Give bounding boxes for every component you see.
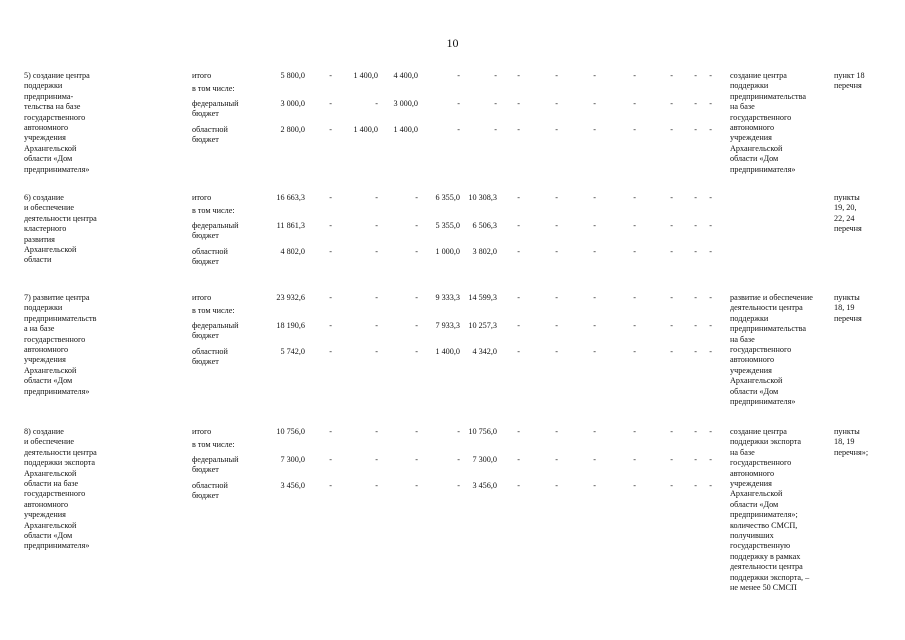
funding-value: - bbox=[555, 321, 558, 330]
funding-value: 7 300,0 bbox=[280, 455, 305, 464]
result-text: развитие и обеспечение деятельности центра поддержки предпринимательства на базе государственного автономного учреждения Архангельской области «Дом предпринимателя» bbox=[730, 293, 813, 407]
funding-value: - bbox=[709, 321, 712, 330]
funding-value: - bbox=[375, 193, 378, 202]
funding-source: областной бюджет bbox=[192, 125, 228, 145]
funding-value: - bbox=[415, 221, 418, 230]
funding-value: - bbox=[329, 321, 332, 330]
funding-value: - bbox=[709, 427, 712, 436]
funding-source: итого bbox=[192, 71, 212, 80]
funding-value: - bbox=[694, 427, 697, 436]
funding-value: - bbox=[633, 247, 636, 256]
funding-value: 4 342,0 bbox=[472, 347, 497, 356]
funding-value: 6 355,0 bbox=[435, 193, 460, 202]
funding-value: - bbox=[694, 293, 697, 302]
funding-value: - bbox=[593, 455, 596, 464]
funding-value: - bbox=[709, 347, 712, 356]
measure-name: 8) создание и обеспечение деятельности центра поддержки экспорта Архангельской области на базе государственного автономного учреждения Архангельской области «Дом предпринимателя» bbox=[24, 427, 97, 551]
funding-value: - bbox=[555, 427, 558, 436]
funding-source: в том числе: bbox=[192, 306, 235, 315]
funding-value: - bbox=[633, 321, 636, 330]
funding-value: 18 190,6 bbox=[276, 321, 305, 330]
funding-value: - bbox=[375, 99, 378, 108]
funding-value: 1 400,0 bbox=[353, 125, 378, 134]
funding-value: 5 742,0 bbox=[280, 347, 305, 356]
funding-value: - bbox=[593, 71, 596, 80]
funding-source: областной бюджет bbox=[192, 481, 228, 501]
funding-source: федеральный бюджет bbox=[192, 99, 239, 119]
funding-value: - bbox=[633, 293, 636, 302]
funding-value: - bbox=[709, 193, 712, 202]
funding-value: - bbox=[670, 427, 673, 436]
funding-value: - bbox=[415, 455, 418, 464]
funding-value: - bbox=[517, 321, 520, 330]
funding-value: 10 756,0 bbox=[276, 427, 305, 436]
funding-value: - bbox=[633, 193, 636, 202]
funding-value: 1 000,0 bbox=[435, 247, 460, 256]
funding-value: - bbox=[517, 427, 520, 436]
funding-value: - bbox=[593, 427, 596, 436]
measure-name: 7) развитие центра поддержки предпринимательств а на базе государственного автономного учреждения Архангельской области «Дом предпринимателя» bbox=[24, 293, 97, 396]
funding-value: - bbox=[457, 125, 460, 134]
funding-value: - bbox=[415, 427, 418, 436]
result-text: создание центра поддержки предпринимательства на базе государственного автономного учреждения Архангельской области «Дом предпринимателя» bbox=[730, 71, 806, 174]
funding-source: итого bbox=[192, 193, 212, 202]
funding-value: - bbox=[694, 481, 697, 490]
funding-value: - bbox=[709, 71, 712, 80]
funding-value: - bbox=[593, 247, 596, 256]
funding-value: - bbox=[593, 125, 596, 134]
funding-value: - bbox=[670, 247, 673, 256]
funding-value: - bbox=[633, 481, 636, 490]
funding-value: - bbox=[415, 347, 418, 356]
funding-value: - bbox=[593, 347, 596, 356]
funding-value: 3 802,0 bbox=[472, 247, 497, 256]
funding-value: - bbox=[517, 481, 520, 490]
funding-value: - bbox=[633, 347, 636, 356]
funding-value: - bbox=[517, 71, 520, 80]
funding-value: 4 400,0 bbox=[393, 71, 418, 80]
measure-name: 5) создание центра поддержки предпринима- тельства на базе государственного автономного учреждения Архангельской области «Дом предпринимателя» bbox=[24, 71, 90, 174]
funding-source: федеральный бюджет bbox=[192, 321, 239, 341]
funding-value: - bbox=[329, 455, 332, 464]
funding-value: - bbox=[375, 455, 378, 464]
funding-value: - bbox=[694, 71, 697, 80]
funding-value: - bbox=[593, 481, 596, 490]
funding-value: - bbox=[593, 321, 596, 330]
funding-source: итого bbox=[192, 293, 212, 302]
funding-value: - bbox=[670, 455, 673, 464]
funding-value: 1 400,0 bbox=[435, 347, 460, 356]
funding-value: 10 257,3 bbox=[468, 321, 497, 330]
funding-value: - bbox=[555, 247, 558, 256]
funding-value: 14 599,3 bbox=[468, 293, 497, 302]
funding-value: - bbox=[670, 481, 673, 490]
funding-value: - bbox=[329, 247, 332, 256]
funding-value: 10 308,3 bbox=[468, 193, 497, 202]
funding-value: - bbox=[415, 481, 418, 490]
funding-value: - bbox=[517, 193, 520, 202]
funding-value: - bbox=[517, 125, 520, 134]
funding-value: 10 756,0 bbox=[468, 427, 497, 436]
funding-value: - bbox=[633, 221, 636, 230]
funding-value: - bbox=[593, 221, 596, 230]
funding-value: - bbox=[375, 293, 378, 302]
funding-value: - bbox=[415, 293, 418, 302]
funding-value: - bbox=[633, 99, 636, 108]
funding-value: 3 456,0 bbox=[472, 481, 497, 490]
funding-value: 2 800,0 bbox=[280, 125, 305, 134]
funding-value: - bbox=[415, 247, 418, 256]
funding-value: - bbox=[329, 193, 332, 202]
funding-value: 11 861,3 bbox=[276, 221, 305, 230]
funding-value: - bbox=[494, 125, 497, 134]
measure-name: 6) создание и обеспечение деятельности центра кластерного развития Архангельской области bbox=[24, 193, 97, 265]
funding-value: - bbox=[494, 71, 497, 80]
funding-value: - bbox=[694, 347, 697, 356]
funding-value: - bbox=[633, 427, 636, 436]
funding-value: - bbox=[517, 293, 520, 302]
funding-source: областной бюджет bbox=[192, 247, 228, 267]
funding-value: - bbox=[633, 71, 636, 80]
funding-value: - bbox=[457, 427, 460, 436]
funding-value: - bbox=[694, 99, 697, 108]
funding-value: - bbox=[670, 221, 673, 230]
funding-value: 5 800,0 bbox=[280, 71, 305, 80]
funding-value: - bbox=[709, 247, 712, 256]
funding-value: - bbox=[555, 221, 558, 230]
funding-value: - bbox=[329, 347, 332, 356]
reference-text: пункты 18, 19 перечня bbox=[834, 293, 862, 323]
funding-value: 4 802,0 bbox=[280, 247, 305, 256]
funding-value: - bbox=[593, 99, 596, 108]
funding-value: 1 400,0 bbox=[353, 71, 378, 80]
funding-value: - bbox=[555, 71, 558, 80]
funding-value: - bbox=[633, 455, 636, 464]
funding-value: - bbox=[670, 193, 673, 202]
funding-value: - bbox=[555, 293, 558, 302]
funding-value: 5 355,0 bbox=[435, 221, 460, 230]
funding-value: - bbox=[329, 99, 332, 108]
funding-value: - bbox=[709, 99, 712, 108]
funding-value: - bbox=[457, 99, 460, 108]
funding-value: 23 932,6 bbox=[276, 293, 305, 302]
funding-value: - bbox=[375, 427, 378, 436]
funding-value: - bbox=[694, 455, 697, 464]
funding-value: - bbox=[329, 293, 332, 302]
funding-value: - bbox=[709, 125, 712, 134]
funding-value: - bbox=[375, 321, 378, 330]
funding-value: - bbox=[633, 125, 636, 134]
funding-source: федеральный бюджет bbox=[192, 221, 239, 241]
funding-value: 9 333,3 bbox=[435, 293, 460, 302]
funding-value: 7 933,3 bbox=[435, 321, 460, 330]
funding-value: - bbox=[555, 455, 558, 464]
funding-value: - bbox=[709, 221, 712, 230]
funding-value: 3 456,0 bbox=[280, 481, 305, 490]
funding-value: - bbox=[517, 221, 520, 230]
funding-value: - bbox=[375, 247, 378, 256]
funding-value: - bbox=[329, 481, 332, 490]
funding-value: - bbox=[415, 321, 418, 330]
funding-value: - bbox=[694, 193, 697, 202]
funding-value: - bbox=[694, 247, 697, 256]
funding-value: - bbox=[555, 481, 558, 490]
funding-value: 1 400,0 bbox=[393, 125, 418, 134]
funding-value: - bbox=[329, 125, 332, 134]
funding-value: 16 663,3 bbox=[276, 193, 305, 202]
funding-value: - bbox=[457, 71, 460, 80]
funding-value: - bbox=[375, 481, 378, 490]
reference-text: пункт 18 перечня bbox=[834, 71, 865, 91]
funding-source: федеральный бюджет bbox=[192, 455, 239, 475]
funding-value: - bbox=[670, 347, 673, 356]
funding-value: - bbox=[415, 193, 418, 202]
funding-value: - bbox=[694, 221, 697, 230]
funding-value: - bbox=[555, 347, 558, 356]
reference-text: пункты 18, 19 перечня»; bbox=[834, 427, 869, 457]
funding-value: - bbox=[593, 293, 596, 302]
page-number: 10 bbox=[446, 36, 459, 50]
result-text: создание центра поддержки экспорта на базе государственного автономного учреждения Архангельской области «Дом предпринимателя»; количество СМСП, получивших государственную поддержку в рамках деятельности центра поддержки экспорта, – не менее 50 СМСП bbox=[730, 427, 810, 593]
funding-value: - bbox=[555, 193, 558, 202]
funding-source: областной бюджет bbox=[192, 347, 228, 367]
funding-value: - bbox=[329, 71, 332, 80]
funding-source: итого bbox=[192, 427, 212, 436]
funding-value: - bbox=[457, 455, 460, 464]
funding-value: - bbox=[457, 481, 460, 490]
funding-value: - bbox=[517, 347, 520, 356]
funding-value: - bbox=[494, 99, 497, 108]
funding-value: - bbox=[375, 221, 378, 230]
reference-text: пункты 19, 20, 22, 24 перечня bbox=[834, 193, 862, 234]
funding-value: - bbox=[517, 455, 520, 464]
funding-value: 7 300,0 bbox=[472, 455, 497, 464]
funding-value: 3 000,0 bbox=[393, 99, 418, 108]
funding-value: - bbox=[709, 455, 712, 464]
funding-value: - bbox=[329, 427, 332, 436]
funding-value: - bbox=[694, 321, 697, 330]
funding-value: - bbox=[670, 125, 673, 134]
funding-value: 6 506,3 bbox=[472, 221, 497, 230]
funding-value: - bbox=[670, 71, 673, 80]
funding-source: в том числе: bbox=[192, 84, 235, 93]
funding-value: - bbox=[670, 99, 673, 108]
funding-value: - bbox=[670, 321, 673, 330]
funding-value: - bbox=[375, 347, 378, 356]
funding-value: - bbox=[555, 125, 558, 134]
funding-value: - bbox=[709, 481, 712, 490]
funding-value: - bbox=[709, 293, 712, 302]
funding-value: - bbox=[517, 99, 520, 108]
funding-value: - bbox=[555, 99, 558, 108]
funding-value: 3 000,0 bbox=[280, 99, 305, 108]
funding-value: - bbox=[694, 125, 697, 134]
funding-value: - bbox=[670, 293, 673, 302]
funding-value: - bbox=[517, 247, 520, 256]
funding-value: - bbox=[593, 193, 596, 202]
funding-source: в том числе: bbox=[192, 206, 235, 215]
funding-source: в том числе: bbox=[192, 440, 235, 449]
funding-value: - bbox=[329, 221, 332, 230]
